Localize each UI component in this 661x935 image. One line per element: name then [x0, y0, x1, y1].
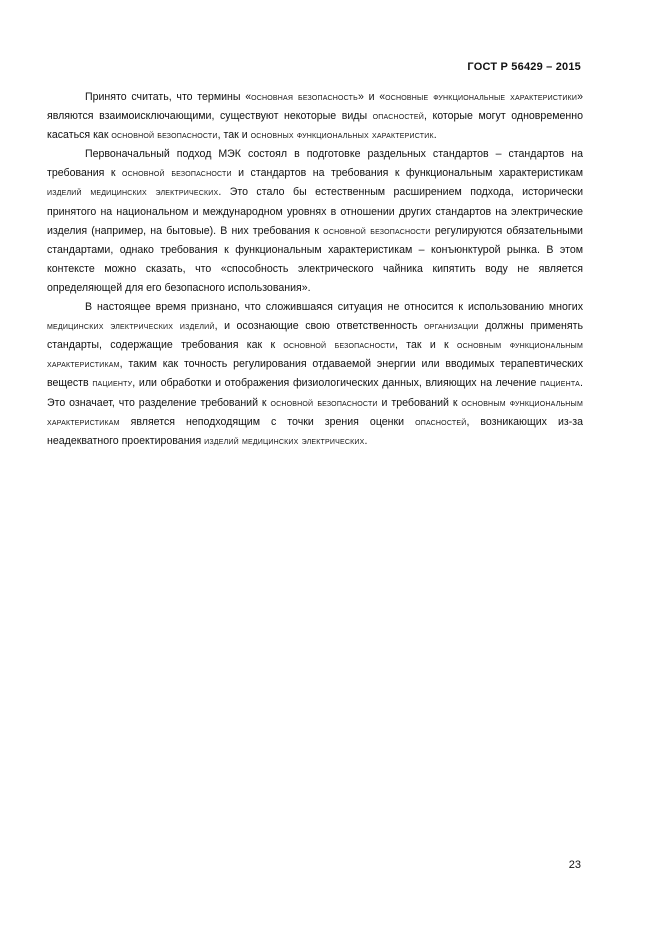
defined-term: основным функциональным характеристикам: [47, 397, 583, 428]
defined-term: основной безопасности: [111, 130, 218, 142]
page-number: 23: [568, 859, 581, 871]
defined-term: медицинских электрических изделий: [47, 321, 215, 333]
defined-term: основной безопасности: [121, 168, 232, 180]
defined-term: опасностей: [372, 111, 424, 123]
defined-term: основной безопасности: [323, 225, 431, 237]
defined-term: пациенту: [92, 378, 133, 390]
paragraph: В настоящее время признано, что сложившаяся ситуация не относится к использованию многих медицинских электрических изделий, и осознающие свою ответственность организации должны применять стандарты, содержащие требования как к основной безопасности, так и к основным функциональным характеристикам, таким как точность регулирования отдаваемой энергии или вводимых терапевтических веществ пациенту, или обработки и отображения физиологических данных, влияющих на лечение пациента. Это означает, что разделение требований к основной безопасности и требований к основным функциональным характеристикам является неподходящим с точки зрения оценки опасностей, возникающих из-за неадекватного проектирования изделий медицинских электрических.: [47, 301, 583, 447]
defined-term: изделий медицинских электрических: [204, 435, 365, 447]
defined-term: основная безопасность: [251, 92, 358, 103]
paragraph: Первоначальный подход МЭК состоял в подготовке раздельных стандартов – стандартов на требования к основной безопасности и стандартов на требования к функциональным характеристикам изделий медицинских электрических. Это стало бы естественным расширением подхода, исторически принятого на национальном и международном уровнях в отношении других стандартов на электрические изделия (например, на бытовые). В них требования к основной безопасности регулируются обязательными стандартами, однако требования к функциональным характеристикам – конъюнктурой рынка. В этом контексте можно сказать, что «способность электрического чайника кипятить воду не является определяющей для его безопасного использования».: [47, 148, 583, 294]
defined-term: основным функциональным характеристикам: [47, 340, 583, 371]
defined-term: основных функциональных характеристик: [250, 130, 434, 142]
defined-term: основной безопасности: [283, 340, 395, 352]
defined-term: изделий медицинских электрических: [47, 187, 219, 199]
document-body: [47, 88, 583, 451]
defined-term: основной безопасности: [270, 397, 378, 409]
defined-term: пациента: [540, 378, 581, 390]
defined-term: организации: [424, 321, 479, 333]
defined-term: опасностей: [415, 416, 467, 428]
defined-term: основные функциональные характеристики: [385, 92, 578, 103]
paragraph: Принято считать, что термины «основная безопасность» и «основные функциональные характеристики» являются взаимоисключающими, существуют некоторые виды опасностей, которые могут одновременно касаться как основной безопасности, так и основных функциональных характеристик.: [47, 91, 583, 142]
standard-header: ГОСТ Р 56429 – 2015: [467, 61, 581, 73]
